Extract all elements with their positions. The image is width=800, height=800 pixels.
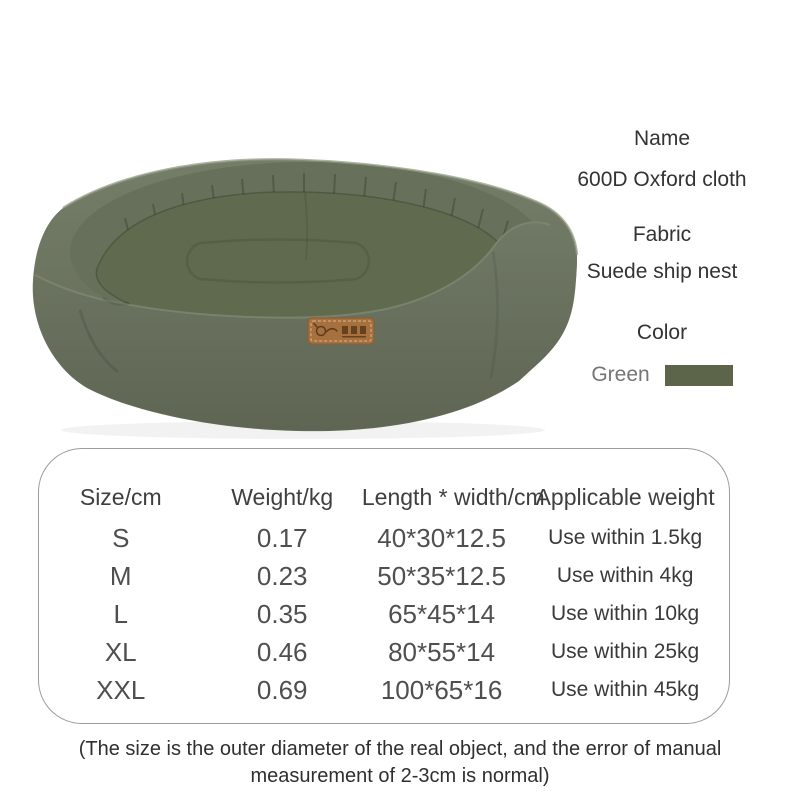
dog-logo-patch — [308, 318, 374, 344]
name-label: Name — [633, 127, 691, 150]
applicable-value: Use within 1.5kg — [548, 526, 703, 549]
weight-value: 0.23 — [256, 560, 308, 591]
color-row — [542, 363, 782, 387]
dimensions-value: 100*65*16 — [380, 674, 503, 705]
note-line-1: (The size is the outer diameter of the real object, and the error of manual — [78, 738, 722, 760]
applicable-value: Use within 4kg — [556, 564, 694, 587]
table-header-row — [39, 475, 729, 519]
size-value: XL — [104, 636, 137, 667]
table-row — [39, 633, 729, 671]
green-color-swatch — [665, 365, 733, 386]
header-weight: Weight/kg — [231, 483, 334, 510]
weight-value: 0.35 — [256, 598, 308, 629]
applicable-value: Use within 45kg — [550, 678, 700, 701]
note-line-2: measurement of 2-3cm is normal) — [250, 765, 550, 787]
header-applicable: Applicable weight — [535, 483, 715, 510]
table-row — [39, 519, 729, 557]
dimensions-value: 65*45*14 — [388, 598, 496, 629]
size-value: M — [109, 560, 132, 591]
size-table — [38, 448, 730, 724]
applicable-value: Use within 25kg — [550, 640, 700, 663]
dimensions-value: 50*35*12.5 — [377, 560, 506, 591]
table-row — [39, 557, 729, 595]
measurement-note — [0, 736, 800, 790]
header-dimensions: Length * width/cm — [361, 483, 545, 510]
pet-bed-illustration — [25, 140, 585, 440]
weight-value: 0.17 — [256, 522, 308, 553]
dimensions-value: 80*55*14 — [388, 636, 496, 667]
color-label: Color — [636, 321, 688, 344]
size-value: L — [113, 598, 128, 629]
size-value: S — [112, 522, 130, 553]
color-name: Green — [591, 363, 650, 386]
size-value: XXL — [96, 674, 146, 705]
applicable-value: Use within 10kg — [550, 602, 700, 625]
fabric-label: Fabric — [632, 223, 692, 246]
table-row — [39, 595, 729, 633]
dimensions-value: 40*30*12.5 — [377, 522, 506, 553]
fabric-value: Suede ship nest — [586, 260, 738, 283]
weight-value: 0.69 — [256, 674, 308, 705]
product-info — [542, 126, 782, 387]
name-value: 600D Oxford cloth — [577, 168, 747, 191]
header-size: Size/cm — [79, 483, 162, 510]
table-row — [39, 671, 729, 709]
product-photo — [25, 140, 585, 440]
weight-value: 0.46 — [256, 636, 308, 667]
